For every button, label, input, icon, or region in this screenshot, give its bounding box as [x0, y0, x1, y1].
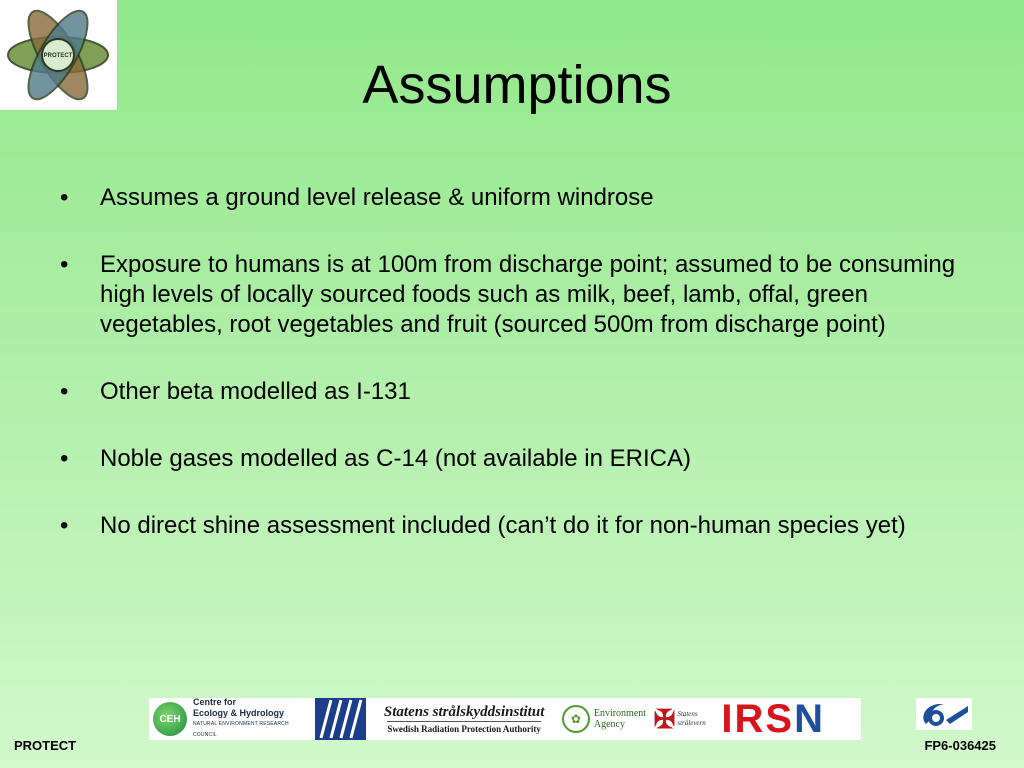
bullet-marker: •	[60, 378, 69, 405]
bullet-text: Exposure to humans is at 100m from discharge point; assumed to be consuming high levels of locally sourced foods such as milk, beef, lamb, offal, green vegetables, root vegetables and fruit (sourced 500m from discharge point)	[100, 251, 956, 338]
eu-fp6-logo	[916, 698, 972, 730]
ea-line1: Environment	[593, 708, 647, 719]
footer-project-code: FP6-036425	[924, 738, 996, 753]
bullet-text: Assumes a ground level release & uniform windrose	[100, 184, 654, 211]
bullet-marker: •	[60, 512, 69, 539]
partner-logo-strip	[149, 698, 861, 740]
ssi-logo	[366, 698, 561, 740]
ssi-name: Statens strålskyddsinstitut	[383, 704, 545, 720]
bullet-item	[60, 444, 960, 474]
bullet-text: Noble gases modelled as C-14 (not available in ERICA)	[100, 445, 691, 472]
ea-line2: Agency	[593, 719, 625, 730]
bullet-text: No direct shine assessment included (can’t do it for non-human species yet)	[100, 512, 906, 539]
bullet-item	[60, 183, 960, 213]
irsn-letter: S	[765, 698, 795, 740]
bullet-item	[60, 250, 960, 340]
protect-badge-label: PROTECT	[43, 53, 73, 59]
nrpa-line1: Statens	[677, 710, 698, 718]
ceh-text	[193, 698, 313, 740]
bullet-marker: •	[60, 445, 69, 472]
environment-agency-logo	[562, 698, 654, 740]
nrpa-emblem-icon: ✠	[653, 704, 676, 734]
slide-title: Assumptions	[362, 55, 672, 115]
nerc-logo-icon	[315, 698, 367, 740]
fp6-icon	[916, 698, 972, 730]
ceh-line1: Centre for	[193, 698, 237, 707]
ceh-circle-icon: CEH	[153, 702, 187, 736]
ssi-subtitle: Swedish Radiation Protection Authority	[387, 721, 541, 735]
bullet-marker: •	[60, 184, 69, 211]
nrpa-text	[677, 710, 705, 728]
ceh-logo	[149, 698, 313, 740]
irsn-letter: N	[794, 698, 825, 740]
ceh-line3: NATURAL ENVIRONMENT RESEARCH COUNCIL	[193, 721, 289, 738]
nrpa-logo	[654, 698, 716, 740]
bullet-item	[60, 511, 960, 541]
ceh-line2: Ecology & Hydrology	[193, 708, 285, 718]
bullet-item	[60, 377, 960, 407]
footer-project-name: PROTECT	[14, 738, 77, 753]
nrpa-line2: strålevern	[677, 719, 706, 727]
irsn-logo	[715, 698, 861, 740]
irsn-letter: I	[721, 698, 735, 740]
ea-text	[594, 708, 646, 730]
bullet-list	[60, 183, 960, 578]
bullet-marker: •	[60, 251, 69, 278]
leaf-icon: ✿	[562, 705, 590, 733]
bullet-text: Other beta modelled as I-131	[100, 378, 411, 405]
irsn-letter: R	[734, 698, 766, 740]
